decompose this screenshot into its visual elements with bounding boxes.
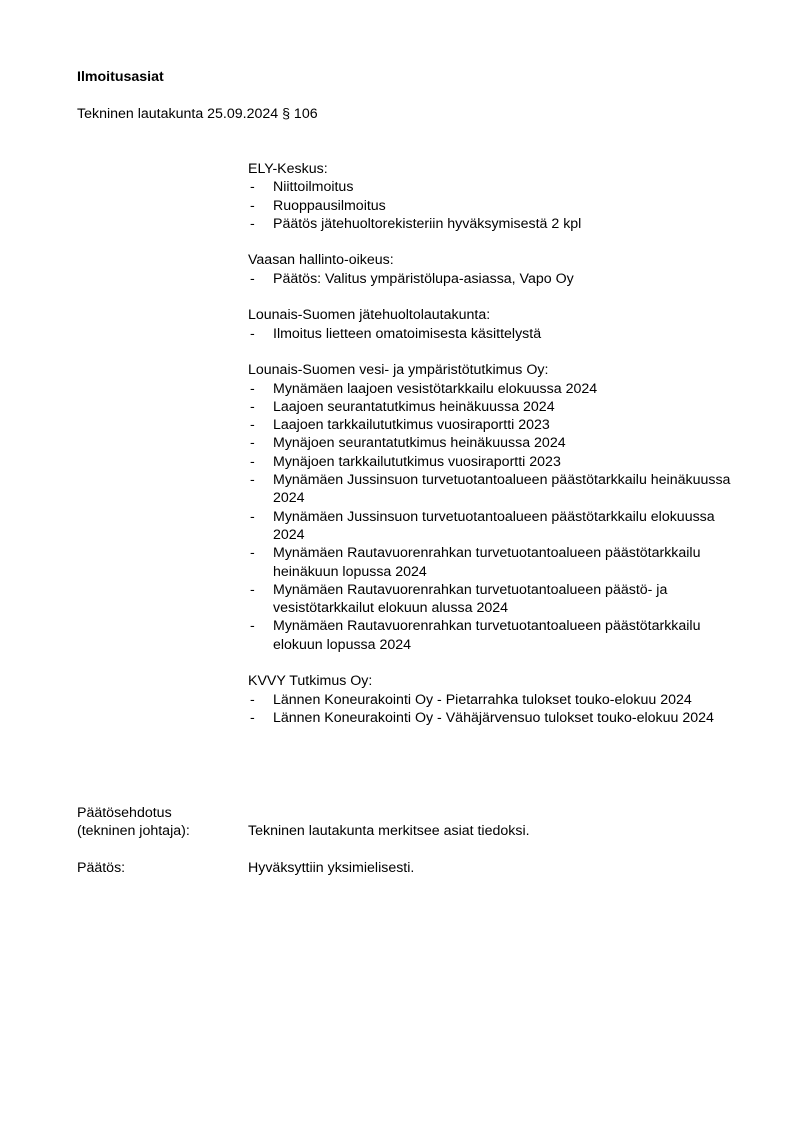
bullet-dash: - — [250, 508, 255, 525]
notice-list — [248, 325, 738, 343]
decision-value: Hyväksyttiin yksimielisesti. — [248, 860, 415, 876]
list-item-text: Niittoilmoitus — [273, 179, 354, 196]
list-item-text: Lännen Koneurakointi Oy - Vähäjärvensuo tulokset touko-elokuu 2024 — [273, 709, 714, 726]
list-item-text: Mynämäen Rautavuorenrahkan turvetuotantoalueen päästö- ja vesistötarkkailut elokuun alussa 2024 — [273, 581, 668, 617]
bullet-dash: - — [250, 472, 255, 489]
list-item — [248, 380, 738, 398]
group-heading: Lounais-Suomen vesi- ja ympäristötutkimus Oy: — [248, 362, 549, 379]
notice-groups — [248, 160, 738, 746]
list-item — [248, 617, 738, 654]
list-item-text: Ilmoitus lietteen omatoimisesta käsittelystä — [273, 325, 542, 342]
list-item — [248, 398, 738, 416]
list-item — [248, 215, 738, 233]
list-item — [248, 544, 738, 581]
bullet-dash: - — [250, 435, 255, 452]
list-item — [248, 434, 738, 452]
list-item — [248, 178, 738, 196]
document-title: Ilmoitusasiat — [77, 69, 164, 85]
notice-list — [248, 691, 738, 728]
list-item — [248, 270, 738, 288]
list-item — [248, 471, 738, 508]
bullet-dash: - — [250, 453, 255, 470]
notice-list — [248, 380, 738, 654]
bullet-dash: - — [250, 618, 255, 635]
bullet-dash: - — [250, 545, 255, 562]
bullet-dash: - — [250, 709, 255, 726]
list-item-text: Mynämäen Rautavuorenrahkan turvetuotantoalueen päästötarkkailu elokuun lopussa 2024 — [273, 618, 701, 653]
list-item — [248, 453, 738, 471]
notice-group — [248, 672, 738, 727]
notice-group — [248, 251, 738, 288]
list-item-text: Mynämäen Rautavuorenrahkan turvetuotantoalueen päästötarkkailu heinäkuun lopussa 2024 — [273, 545, 701, 580]
bullet-dash: - — [250, 380, 255, 397]
notice-list — [248, 270, 738, 288]
list-item — [248, 325, 738, 343]
list-item-text: Mynäjoen seurantatutkimus heinäkuussa 2024 — [273, 435, 566, 452]
proposal-value: Tekninen lautakunta merkitsee asiat tiedoksi. — [248, 823, 530, 839]
bullet-dash: - — [250, 581, 255, 598]
bullet-dash: - — [250, 325, 255, 342]
list-item-text: Laajoen seurantatutkimus heinäkuussa 2024 — [273, 398, 555, 415]
bullet-dash: - — [250, 691, 255, 708]
list-item — [248, 691, 738, 709]
notice-group — [248, 160, 738, 233]
list-item-text: Mynämäen Jussinsuon turvetuotantoalueen päästötarkkailu heinäkuussa 2024 — [273, 472, 731, 507]
bullet-dash: - — [250, 215, 255, 232]
meeting-reference: Tekninen lautakunta 25.09.2024 § 106 — [77, 106, 318, 122]
list-item-text: Mynämäen laajoen vesistötarkkailu elokuussa 2024 — [273, 380, 598, 397]
proposal-label-line1: Päätösehdotus — [77, 805, 172, 821]
list-item — [248, 508, 738, 545]
bullet-dash: - — [250, 417, 255, 434]
list-item — [248, 581, 738, 618]
list-item — [248, 416, 738, 434]
list-item-text: Laajoen tarkkailututkimus vuosiraportti 2023 — [273, 417, 550, 434]
list-item-text: Lännen Koneurakointi Oy - Pietarrahka tulokset touko-elokuu 2024 — [273, 691, 692, 708]
decision-label: Päätös: — [77, 860, 126, 876]
bullet-dash: - — [250, 179, 255, 196]
list-item-text: Päätös: Valitus ympäristölupa-asiassa, Vapo Oy — [273, 270, 574, 287]
list-item-text: Päätös jätehuoltorekisteriin hyväksymisestä 2 kpl — [273, 215, 582, 232]
group-heading: ELY-Keskus: — [248, 161, 328, 177]
list-item — [248, 197, 738, 215]
list-item-text: Mynämäen Jussinsuon turvetuotantoalueen päästötarkkailu elokuussa 2024 — [273, 508, 715, 543]
notice-group — [248, 361, 738, 654]
list-item-text: Mynäjoen tarkkailututkimus vuosiraportti 2023 — [273, 453, 561, 470]
notice-list — [248, 178, 738, 233]
list-item-text: Ruoppausilmoitus — [273, 197, 386, 214]
proposal-label-line2: (tekninen johtaja): — [77, 823, 190, 839]
bullet-dash: - — [250, 270, 255, 287]
bullet-dash: - — [250, 197, 255, 214]
bullet-dash: - — [250, 398, 255, 415]
group-heading: Vaasan hallinto-oikeus: — [248, 252, 394, 269]
list-item — [248, 709, 738, 727]
notice-group — [248, 306, 738, 343]
group-heading: Lounais-Suomen jätehuoltolautakunta: — [248, 307, 491, 324]
group-heading: KVVY Tutkimus Oy: — [248, 673, 373, 690]
